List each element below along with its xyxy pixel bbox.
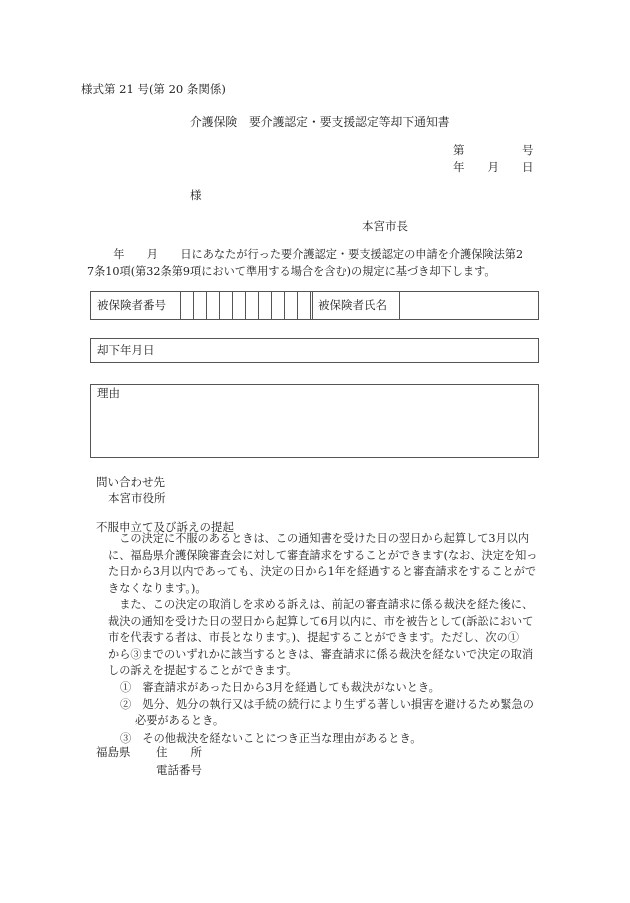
- appeal-heading: 不服申立て及び訴えの提起: [96, 520, 234, 534]
- contact-heading: 問い合わせ先: [96, 475, 165, 489]
- appeal-item-2: ② 処分、処分の執行又は手続の続行により生ずる著しい損害を避けるため緊急の: [120, 698, 534, 711]
- addressee-suffix: 様: [190, 188, 202, 202]
- appeal-p1-line: この決定に不服のあるときは、この通知書を受けた日の翌日から起算して3月以内: [108, 532, 530, 545]
- rejection-date-row: [90, 338, 539, 363]
- insured-number-label: 被保険者番号: [97, 298, 166, 312]
- appeal-p2-line: 裁決の通知を受けた日の翌日から起算して6月以内に、市を被告として(訴訟において: [108, 614, 534, 628]
- appeal-paragraph-1: [108, 531, 538, 597]
- appeal-p2-line: また、この決定の取消しを求める訴えは、前記の審査請求に係る裁決を経た後に、: [108, 598, 534, 611]
- reason-box: [90, 384, 539, 458]
- body-intro: [87, 247, 523, 280]
- issuer: 本宮市長: [362, 219, 408, 233]
- insured-number-cells: [180, 291, 323, 320]
- footer-prefecture: 福島県: [96, 745, 131, 759]
- appeal-p2-line: 市を代表する者は、市長となります。)、提起することができます。ただし、次の①: [108, 631, 519, 645]
- document-number: 第 号: [453, 143, 534, 157]
- appeal-item-1: ① 審査請求があった日から3月を経過しても裁決がないとき。: [120, 681, 440, 694]
- appeal-paragraph-2: [108, 597, 533, 680]
- appeal-p1-line: きなくなります。)。: [108, 581, 207, 595]
- footer-address-label: 住 所: [156, 745, 202, 759]
- insured-name-label: 被保険者氏名: [318, 298, 387, 312]
- body-intro-line2: 7条10項(第32条第9項において準用する場合を含む)の規定に基づき却下します。: [87, 264, 496, 278]
- issue-date: 年 月 日: [453, 160, 534, 174]
- body-intro-line1: 年 月 日にあなたが行った要介護認定・要支援認定の申請を介護保険法第2: [102, 248, 524, 261]
- footer-phone-label: 電話番号: [156, 763, 202, 777]
- form-number: 様式第 21 号(第 20 条関係): [81, 82, 226, 96]
- document-title: 介護保険 要介護認定・要支援認定等却下通知書: [190, 115, 450, 129]
- rejection-date-label: 却下年月日: [97, 343, 155, 357]
- appeal-p1-line: た日から3月以内であっても、決定の日から1年を経過すると審査請求をすることがで: [108, 565, 537, 579]
- appeal-item-3: ③ その他裁決を経ないことにつき正当な理由があるとき。: [120, 732, 422, 745]
- reason-label: 理由: [97, 386, 120, 400]
- appeal-p2-line: から③までのいずれかに該当するときは、審査請求に係る裁決を経ないで決定の取消: [108, 647, 534, 661]
- appeal-p1-line: に、福島県介護保険審査会に対して審査請求をすることができます(なお、決定を知っ: [108, 548, 538, 562]
- contact-office: 本宮市役所: [108, 491, 166, 505]
- appeal-item-2-cont: 必要があるとき。: [135, 714, 225, 727]
- appeal-p2-line: しの訴えを提起することができます。: [108, 664, 298, 678]
